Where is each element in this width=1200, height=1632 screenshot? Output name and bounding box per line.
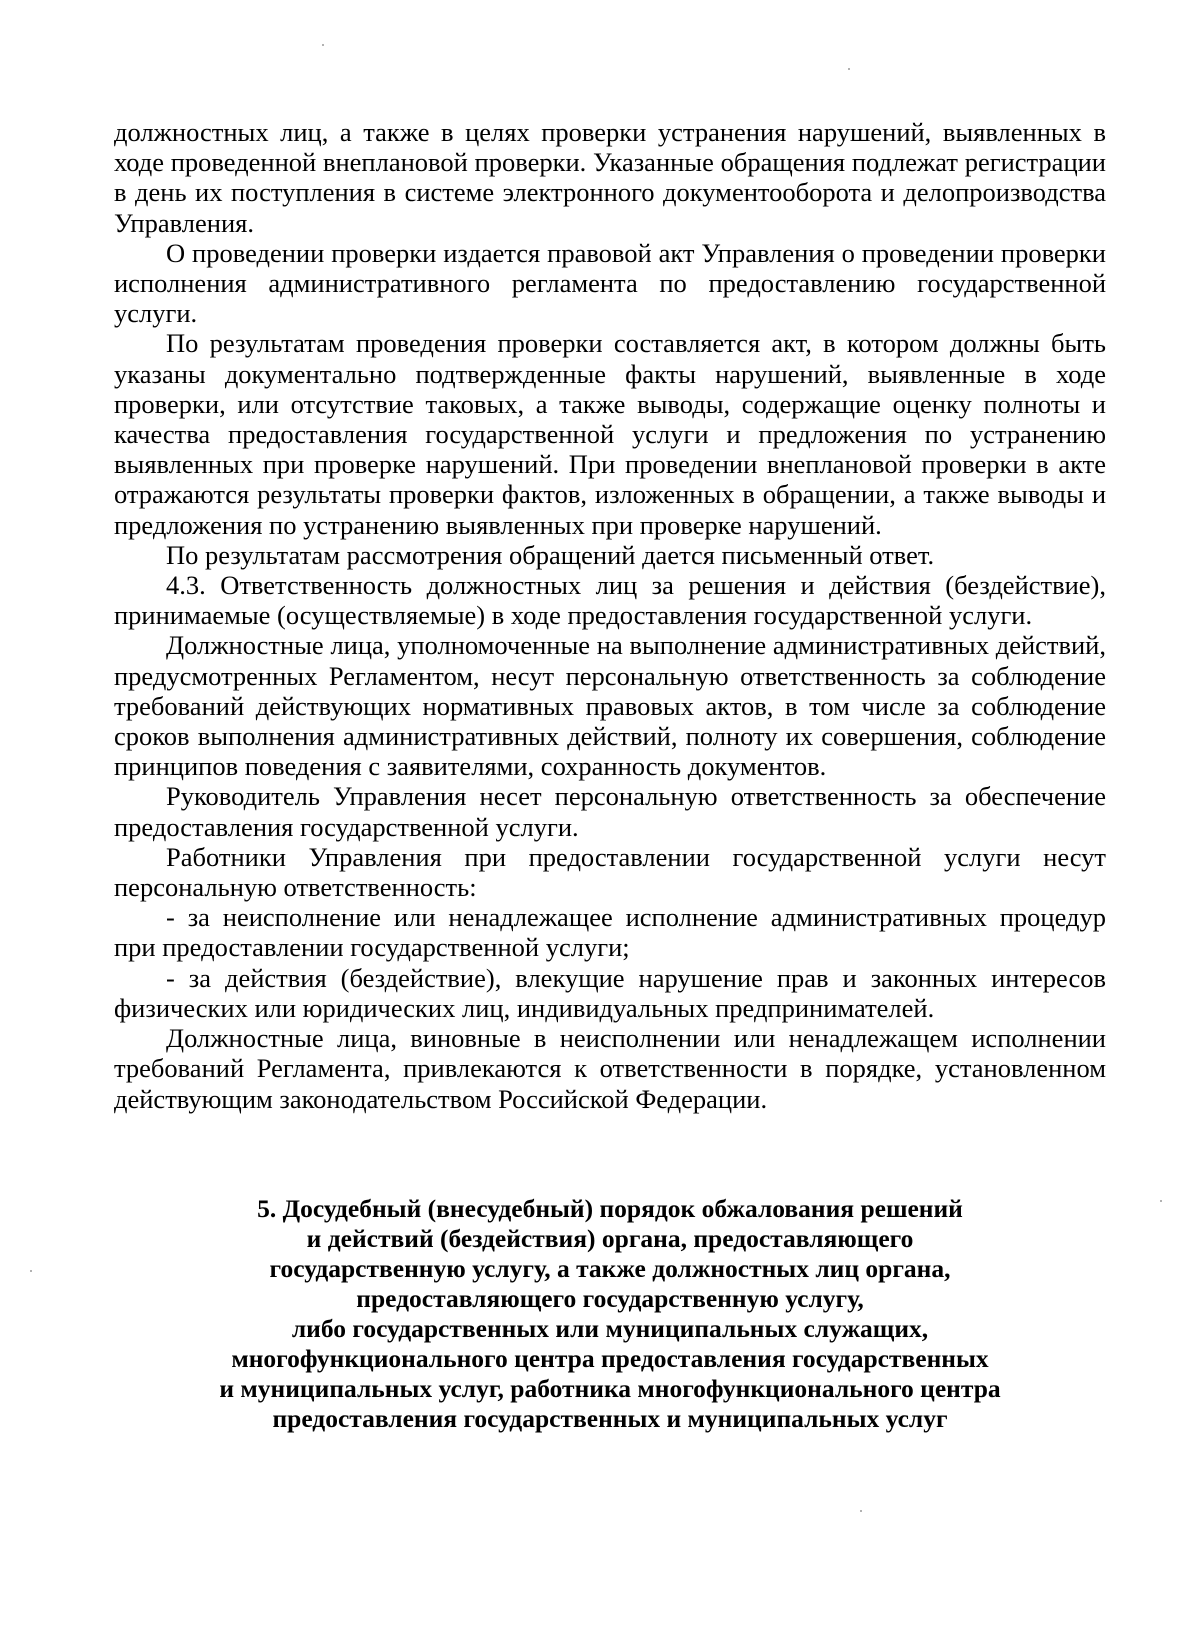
heading-line: и действий (бездействия) органа, предоставляющего bbox=[306, 1224, 914, 1253]
paragraph-written-response: По результатам рассмотрения обращений дается письменный ответ. bbox=[166, 539, 935, 570]
section-5-heading bbox=[114, 1194, 1106, 1434]
scan-speck bbox=[848, 68, 850, 70]
list-item-rights-violation: - за действия (бездействие), влекущие нарушение прав и законных интересов физических или юридических лиц, индивидуальных предпринимателей. bbox=[114, 962, 1106, 1023]
paragraph-section-4-3: 4.3. Ответственность должностных лиц за решения и действия (бездействие), принимаемые (осуществляемые) в ходе предоставления государственной услуги. bbox=[114, 570, 1106, 631]
paragraph-officials-responsibility: Должностные лица, уполномоченные на выполнение административных действий, предусмотренных Регламентом, несут персональную ответственность за соблюдение требований действующих нормативных правовых актов, в том числе за соблюдение сроков выполнения административных действий, полноту их совершения, соблюдение принципов поведения с заявителями, сохранность документов. bbox=[114, 630, 1106, 782]
paragraph-inspection-act: По результатам проведения проверки составляется акт, в котором должны быть указаны документально подтвержденные факты нарушений, выявленные в ходе проверки, или отсутствие таковых, а также выводы, содержащие оценку полноты и качества предоставления государственной услуги и предложения по устранению выявленных при проверке нарушений. При проведении внеплановой проверки в акте отражаются результаты проверки фактов, изложенных в обращении, а также выводы и предложения по устранению выявленных при проверке нарушений. bbox=[114, 328, 1106, 540]
scan-speck bbox=[860, 1510, 862, 1512]
list-item-nonperformance: - за неисполнение или ненадлежащее исполнение административных процедур при предоставлении государственной услуги; bbox=[114, 902, 1106, 963]
paragraph-liability: Должностные лица, виновные в неисполнении или ненадлежащем исполнении требований Регламента, привлекаются к ответственности в порядке, установленном действующим законодательством Российской Федерации. bbox=[114, 1023, 1106, 1114]
heading-line: и муниципальных услуг, работника многофункционального центра bbox=[219, 1374, 1001, 1403]
paragraph-inspection-appeals: должностных лиц, а также в целях проверки устранения нарушений, выявленных в ходе проведенной внеплановой проверки. Указанные обращения подлежат регистрации в день их поступления в системе электронного документооборота и делопроизводства Управления. bbox=[114, 117, 1106, 238]
heading-line: предоставляющего государственную услугу, bbox=[356, 1284, 864, 1313]
heading-line: 5. Досудебный (внесудебный) порядок обжалования решений bbox=[257, 1194, 963, 1223]
heading-line: государственную услугу, а также должностных лиц органа, bbox=[269, 1254, 951, 1283]
document-body bbox=[114, 117, 1106, 1114]
heading-line: многофункционального центра предоставления государственных bbox=[231, 1344, 989, 1373]
paragraph-inspection-order: О проведении проверки издается правовой акт Управления о проведении проверки исполнения административного регламента по предоставлению государственной услуги. bbox=[114, 237, 1106, 329]
scan-speck bbox=[1160, 1200, 1162, 1202]
paragraph-employees-responsibility: Работники Управления при предоставлении государственной услуги несут персональную ответственность: bbox=[114, 841, 1106, 903]
heading-line: предоставления государственных и муниципальных услуг bbox=[272, 1404, 948, 1433]
paragraph-head-responsibility: Руководитель Управления несет персональную ответственность за обеспечение предоставления государственной услуги. bbox=[114, 781, 1106, 842]
heading-line: либо государственных или муниципальных служащих, bbox=[291, 1314, 929, 1343]
scan-speck bbox=[322, 44, 324, 46]
scan-speck bbox=[30, 1270, 32, 1272]
